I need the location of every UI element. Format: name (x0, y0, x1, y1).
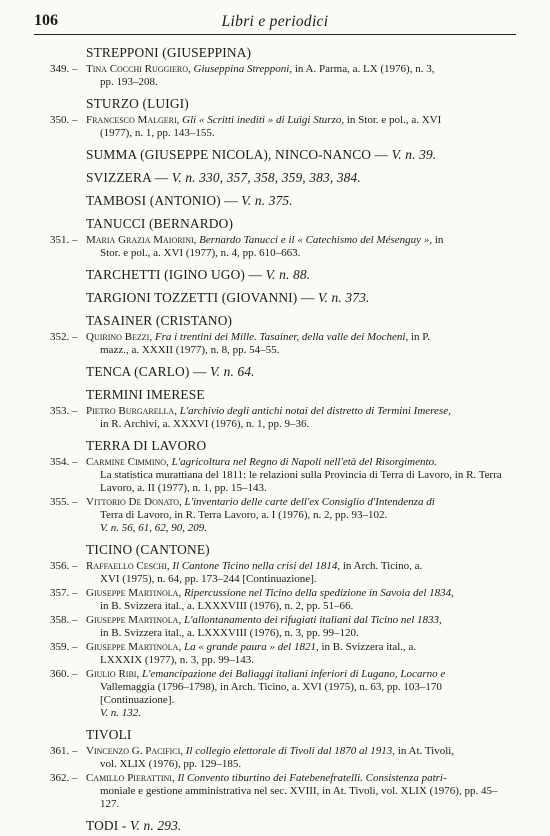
entry-author: Raffaello Ceschi, (86, 560, 170, 572)
cross-reference: V. n. 375. (241, 193, 293, 208)
entry-source: in A. Parma, a. LX (1976), n. 3, (294, 63, 435, 75)
entry-number: 356. – (50, 560, 78, 572)
entry-author: Giulio Ribi, (86, 668, 140, 680)
cross-reference: V. n. 64. (210, 364, 255, 379)
entry-number: 349. – (50, 63, 78, 75)
entry-first-line (86, 114, 516, 127)
entry-first-line (86, 587, 516, 600)
entry-continuation: LXXXIX (1977), n. 3, pp. 99–143. (100, 654, 254, 666)
bibliography-entry (50, 331, 516, 357)
entry-first-line (86, 234, 516, 247)
entry-number: 359. – (50, 641, 78, 653)
bibliography-entry (50, 405, 516, 431)
entry-cross-reference: V. n. 56, 61, 62, 90, 209. (100, 522, 208, 534)
entry-source: in P. (410, 331, 430, 343)
entry-author: Giuseppe Martinola, (86, 641, 182, 653)
section-heading (86, 169, 516, 186)
heading-text: STURZO (LUIGI) (86, 96, 189, 111)
entry-first-line (86, 331, 516, 344)
entry-author: Vincenzo G. Pacifici, (86, 745, 184, 757)
entry-cross-reference: V. n. 132. (100, 707, 142, 719)
section-heading (86, 726, 516, 743)
bibliography-entry (50, 234, 516, 260)
entry-first-line (86, 641, 516, 654)
entry-number: 351. – (50, 234, 78, 246)
entry-first-line (86, 405, 516, 418)
entry-author: Camillo Pierattini, (86, 772, 175, 784)
heading-text: SUMMA (GIUSEPPE NICOLA), NINCO-NANCO — (86, 147, 389, 162)
section-heading (86, 95, 516, 112)
entry-title: Giuseppina Strepponi, (193, 63, 293, 75)
entry-author: Quirino Bezzi, (86, 331, 153, 343)
entry-number: 361. – (50, 745, 78, 757)
entry-author: Pietro Burgarella, (86, 405, 177, 417)
section-heading (86, 215, 516, 232)
entry-source: in (434, 234, 444, 246)
entry-author: Francesco Malgeri, (86, 114, 180, 126)
entry-continuation: in B. Svizzera ital., a. LXXXVIII (1976), n. 3, pp. 99–120. (100, 627, 359, 639)
entry-continuation: (1977), n. 1, pp. 143–155. (100, 127, 215, 139)
entry-continuation: Stor. e pol., a. XVI (1977), n. 4, pp. 610–663. (100, 247, 301, 259)
heading-text: STREPPONI (GIUSEPPINA) (86, 45, 252, 60)
bibliography-entry (50, 772, 516, 811)
heading-text: TERMINI IMERESE (86, 387, 205, 402)
entry-source: in At. Tivoli, (397, 745, 455, 757)
entry-first-line (86, 745, 516, 758)
heading-text: TICINO (CANTONE) (86, 542, 210, 557)
entry-first-line (86, 496, 516, 509)
bibliography-entry (50, 587, 516, 613)
section-heading (86, 192, 516, 209)
entry-number: 360. – (50, 668, 78, 680)
heading-text: TANUCCI (BERNARDO) (86, 216, 234, 231)
heading-text: TASAINER (CRISTANO) (86, 313, 233, 328)
entry-author: Giuseppe Martinola, (86, 614, 182, 626)
entry-author: Carmine Cimmino, (86, 456, 169, 468)
entry-title: Bernardo Tanucci e il « Catechismo del Mésenguy », (199, 234, 433, 246)
entry-continuation: pp. 193–208. (100, 76, 158, 88)
bibliography-entry (50, 496, 516, 535)
entry-title: L'inventario delle carte dell'ex Consiglio d'Intendenza di (184, 496, 435, 508)
entry-continuation: in B. Svizzera ital., a. LXXXVIII (1976), n. 2, pp. 51–66. (100, 600, 354, 612)
entry-first-line (86, 614, 516, 627)
entry-author: Vittorio De Donato, (86, 496, 182, 508)
page-number: 106 (34, 12, 58, 29)
entry-first-line (86, 560, 516, 573)
heading-text: TARGIONI TOZZETTI (GIOVANNI) — (86, 290, 315, 305)
entry-source: in Arch. Ticino, a. (342, 560, 423, 572)
entry-first-line (86, 456, 516, 469)
entry-title: L'allontanamento dei rifugiati italiani dal Ticino nel 1833, (183, 614, 442, 626)
entry-first-line (86, 668, 516, 681)
entry-continuation: Terra di Lavoro, in R. Terra Lavoro, a. I (1976), n. 2, pp. 93–102. (100, 509, 388, 521)
entry-title: Fra i trentini dei Mille. Tasainer, della valle dei Mocheni, (154, 331, 409, 343)
cross-reference: V. n. 373. (317, 290, 370, 305)
entry-author: Tina Cocchi Ruggiero, (86, 63, 191, 75)
entry-number: 352. – (50, 331, 78, 343)
heading-text: SVIZZERA — (86, 170, 169, 185)
section-heading (86, 363, 516, 380)
entry-number: 357. – (50, 587, 78, 599)
heading-text: TARCHETTI (IGINO UGO) — (86, 267, 263, 282)
entry-number: 353. – (50, 405, 78, 417)
cross-reference: V. n. 88. (265, 267, 311, 282)
entry-number: 350. – (50, 114, 78, 126)
bibliography-entry (50, 614, 516, 640)
section-heading (86, 44, 516, 61)
section-heading (86, 386, 516, 403)
bibliography-entry (50, 560, 516, 586)
cross-reference: V. n. 293. (129, 818, 182, 833)
entry-first-line (86, 772, 516, 785)
bibliography-entry (50, 63, 516, 89)
entry-title: L'archivio degli antichi notai del distretto di Termini Imerese, (179, 405, 451, 417)
entry-title: L'agricoltura nel Regno di Napoli nell'età del Risorgimento. (171, 456, 437, 468)
entry-continuation: vol. XLIX (1976), pp. 129–185. (100, 758, 242, 770)
bibliography-entry (50, 456, 516, 495)
entry-continuation: La statistica murattiana del 1811: le relazioni sulla Provincia di Terra di Lavoro, in R. Terra Lavoro, a. II (1977), n. 1, pp. 15–143. (100, 469, 502, 494)
bibliography-list (50, 40, 516, 836)
entry-source: in Stor. e pol., a. XVI (346, 114, 442, 126)
section-heading (86, 146, 516, 163)
section-heading (86, 266, 516, 283)
entry-title: Il collegio elettorale di Tivoli dal 1870 al 1913, (185, 745, 396, 757)
entry-title: Il Convento tiburtino dei Fatebenefratelli. Consistenza patri- (177, 772, 447, 784)
entry-number: 355. – (50, 496, 78, 508)
section-heading (86, 312, 516, 329)
cross-reference: V. n. 330, 357, 358, 359, 383, 384. (171, 170, 361, 185)
entry-title: Ripercussione nel Ticino della spedizione in Savoia del 1834, (183, 587, 454, 599)
entry-continuation: mazz., a. XXXII (1977), n. 8, pp. 54–55. (100, 344, 280, 356)
entry-first-line (86, 63, 516, 76)
entry-title: La « grande paura » del 1821, (183, 641, 319, 653)
bibliography-entry (50, 668, 516, 720)
heading-text: TERRA DI LAVORO (86, 438, 207, 453)
entry-continuation: Vallemaggia (1796–1798), in Arch. Ticino, a. XVI (1975), n. 63, pp. 103–170 [Continuazione]. (100, 681, 442, 706)
heading-text: TODI - (86, 818, 127, 833)
bibliography-entry (50, 114, 516, 140)
running-title: Libri e periodici (221, 13, 329, 30)
bibliography-entry (50, 641, 516, 667)
bibliography-entry (50, 745, 516, 771)
entry-continuation: in R. Archivi, a. XXXVI (1976), n. 1, pp. 9–36. (100, 418, 310, 430)
entry-title: Gli « Scritti inediti » di Luigi Sturzo, (182, 114, 345, 126)
heading-text: TENCA (CARLO) — (86, 364, 207, 379)
section-heading (86, 817, 516, 834)
entry-author: Maria Grazia Maiorini, (86, 234, 197, 246)
heading-text: TIVOLI (86, 727, 132, 742)
section-heading (86, 541, 516, 558)
entry-continuation: moniale e gestione amministrativa nel sec. XVIII, in At. Tivoli, vol. XLIX (1976), pp. 45–127. (100, 785, 498, 810)
section-heading (86, 289, 516, 306)
heading-text: TAMBOSI (ANTONIO) — (86, 193, 238, 208)
entry-number: 362. – (50, 772, 78, 784)
entry-title: L'emancipazione dei Baliaggi italiani inferiori di Lugano, Locarno e (141, 668, 446, 680)
entry-number: 354. – (50, 456, 78, 468)
entry-title: Il Cantone Ticino nella crisi del 1814, (172, 560, 341, 572)
entry-continuation: XVI (1975), n. 64, pp. 173–244 [Continuazione]. (100, 573, 317, 585)
entry-author: Giuseppe Martinola, (86, 587, 182, 599)
cross-reference: V. n. 39. (391, 147, 437, 162)
page-header (34, 8, 516, 35)
entry-source: in B. Svizzera ital., a. (321, 641, 417, 653)
entry-number: 358. – (50, 614, 78, 626)
section-heading (86, 437, 516, 454)
